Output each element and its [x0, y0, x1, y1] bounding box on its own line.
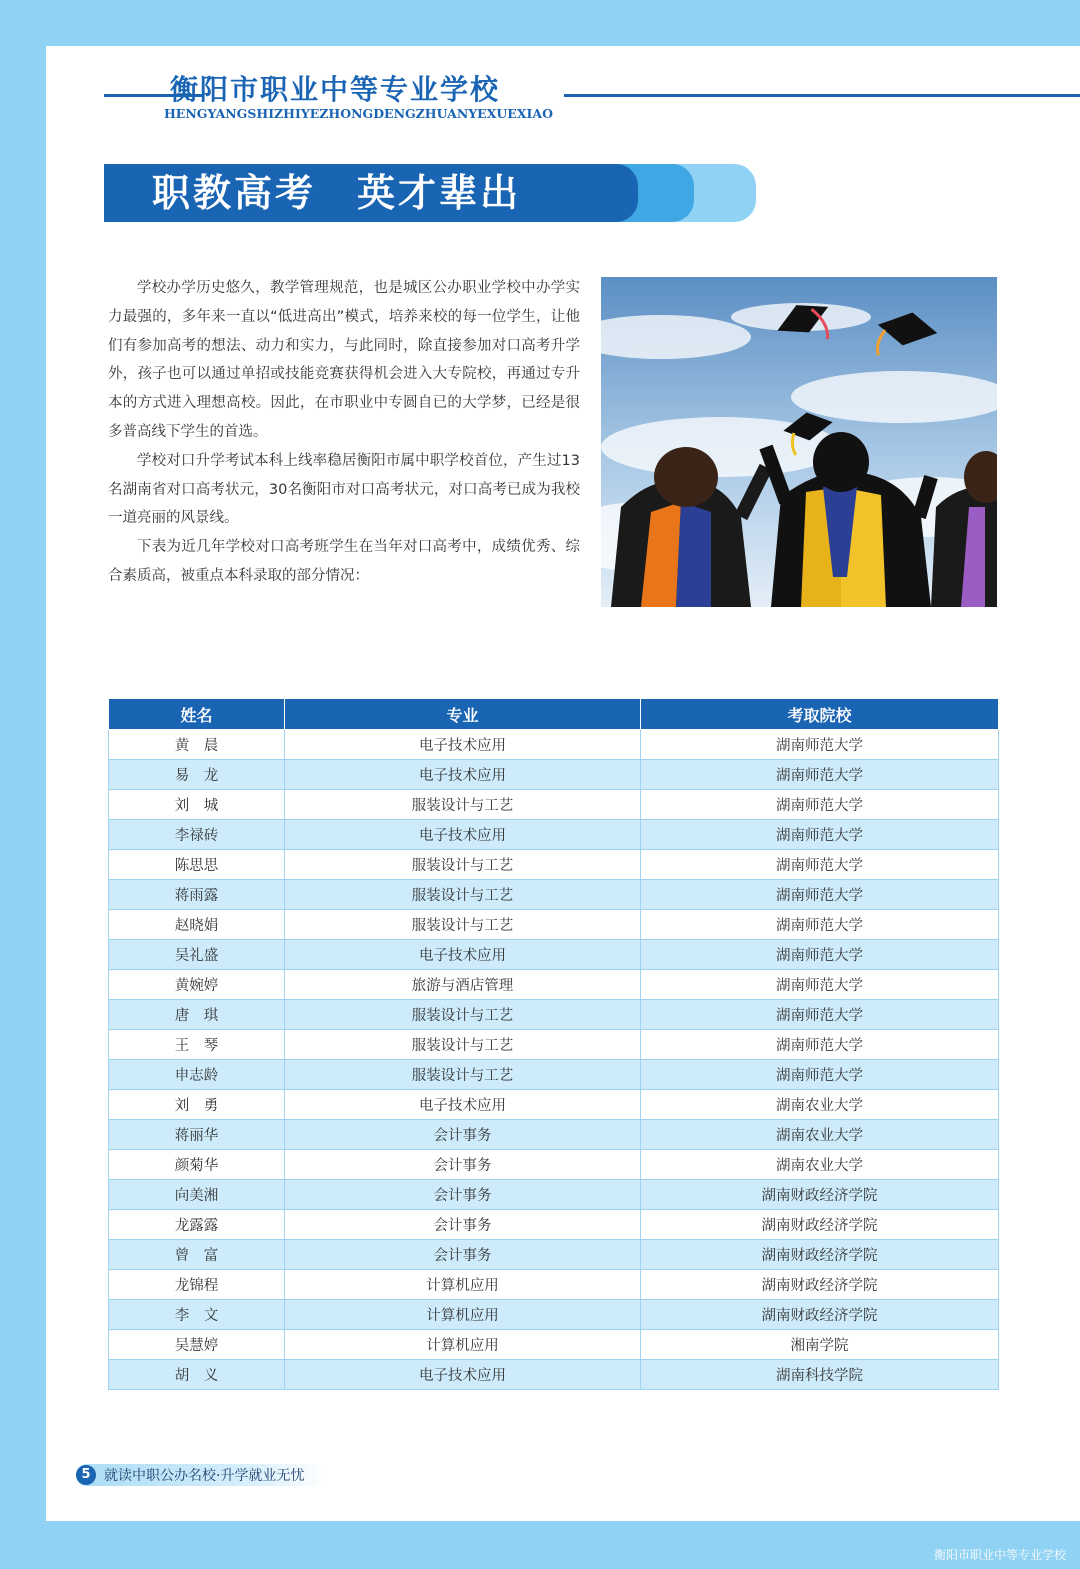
cell-name: 刘 城 [109, 790, 285, 820]
header-rule-right [564, 94, 1080, 97]
cell-university: 湖南师范大学 [641, 910, 999, 940]
cell-university: 湘南学院 [641, 1330, 999, 1360]
cell-major: 旅游与酒店管理 [285, 970, 641, 1000]
cell-major: 计算机应用 [285, 1270, 641, 1300]
cell-name: 胡 义 [109, 1360, 285, 1390]
page-number: 5 [76, 1465, 96, 1485]
cell-university: 湖南师范大学 [641, 1060, 999, 1090]
table-row [109, 1240, 999, 1270]
cell-major: 服装设计与工艺 [285, 910, 641, 940]
table-row [109, 820, 999, 850]
page-sheet [46, 46, 1080, 1521]
table-row [109, 1210, 999, 1240]
cell-major: 计算机应用 [285, 1300, 641, 1330]
cell-major: 会计事务 [285, 1180, 641, 1210]
cell-major: 电子技术应用 [285, 760, 641, 790]
table-row [109, 760, 999, 790]
cell-university: 湖南师范大学 [641, 970, 999, 1000]
table-row [109, 1000, 999, 1030]
admission-table [108, 698, 999, 1390]
cell-university: 湖南财政经济学院 [641, 1240, 999, 1270]
cell-name: 易 龙 [109, 760, 285, 790]
intro-paragraph: 学校对口升学考试本科上线率稳居衡阳市属中职学校首位，产生过13名湖南省对口高考状元，30名衡阳市对口高考状元，对口高考已成为我校一道亮丽的风景线。 [108, 452, 580, 527]
cell-major: 电子技术应用 [285, 730, 641, 760]
table-header-row [109, 699, 999, 730]
footer-school-name: 衡阳市职业中等专业学校 [933, 1548, 1066, 1562]
cell-university: 湖南师范大学 [641, 1030, 999, 1060]
cell-major: 会计事务 [285, 1240, 641, 1270]
intro-text [108, 274, 580, 591]
cell-major: 会计事务 [285, 1210, 641, 1240]
header-major: 专业 [285, 699, 641, 730]
cell-name: 龙锦程 [109, 1270, 285, 1300]
banner-title: 职教高考 英才辈出 [152, 171, 522, 215]
cell-major: 电子技术应用 [285, 940, 641, 970]
cell-major: 服装设计与工艺 [285, 790, 641, 820]
table-row [109, 1150, 999, 1180]
cell-university: 湖南师范大学 [641, 850, 999, 880]
cell-university: 湖南财政经济学院 [641, 1180, 999, 1210]
cell-university: 湖南农业大学 [641, 1090, 999, 1120]
table-row [109, 790, 999, 820]
cell-name: 颜菊华 [109, 1150, 285, 1180]
cell-university: 湖南师范大学 [641, 1000, 999, 1030]
table-row [109, 1300, 999, 1330]
table-row [109, 1060, 999, 1090]
cell-name: 李禄砖 [109, 820, 285, 850]
table-row [109, 880, 999, 910]
table-row [109, 1120, 999, 1150]
table-row [109, 850, 999, 880]
school-name-en: HENGYANGSHIZHIYEZHONGDENGZHUANYEXUEXIAO [164, 106, 553, 121]
intro-paragraph: 学校办学历史悠久，教学管理规范，也是城区公办职业学校中办学实力最强的，多年来一直以“低进高出”模式，培养来校的每一位学生，让他们有参加高考的想法、动力和实力，与此同时，除直接参加对口高考升学外，孩子也可以通过单招或技能竞赛获得机会进入大专院校，再通过专升本的方式进入理想高校。因此，在市职业中专圆自已的大学梦，已经是很多普高线下学生的首选。 [108, 280, 580, 440]
table-row [109, 730, 999, 760]
cell-university: 湖南农业大学 [641, 1120, 999, 1150]
cell-university: 湖南师范大学 [641, 880, 999, 910]
table-row [109, 1270, 999, 1300]
header-name: 姓名 [109, 699, 285, 730]
cell-name: 赵晓娟 [109, 910, 285, 940]
cell-university: 湖南师范大学 [641, 730, 999, 760]
cell-university: 湖南师范大学 [641, 940, 999, 970]
table-row [109, 970, 999, 1000]
cell-name: 黄 晨 [109, 730, 285, 760]
cell-major: 会计事务 [285, 1150, 641, 1180]
header-university: 考取院校 [641, 699, 999, 730]
cell-name: 吴礼盛 [109, 940, 285, 970]
cell-major: 计算机应用 [285, 1330, 641, 1360]
table-row [109, 1360, 999, 1390]
graduation-photo [601, 277, 997, 607]
footer-slogan: 就读中职公办名校·升学就业无忧 [104, 1468, 305, 1484]
intro-paragraph: 下表为近几年学校对口高考班学生在当年对口高考中，成绩优秀、综合素质高，被重点本科录取的部分情况： [108, 539, 580, 584]
table-row [109, 940, 999, 970]
cell-university: 湖南师范大学 [641, 760, 999, 790]
cell-name: 向美湘 [109, 1180, 285, 1210]
cell-name: 曾 富 [109, 1240, 285, 1270]
footer-slogan-bar [76, 1464, 326, 1486]
cell-university: 湖南师范大学 [641, 790, 999, 820]
cell-major: 服装设计与工艺 [285, 1060, 641, 1090]
cell-university: 湖南师范大学 [641, 820, 999, 850]
table-row [109, 910, 999, 940]
cell-major: 电子技术应用 [285, 820, 641, 850]
cell-name: 刘 勇 [109, 1090, 285, 1120]
cell-university: 湖南财政经济学院 [641, 1300, 999, 1330]
cell-name: 黄婉婷 [109, 970, 285, 1000]
school-name-cn: 衡阳市职业中等专业学校 [170, 73, 501, 106]
cell-name: 蒋丽华 [109, 1120, 285, 1150]
cell-name: 李 文 [109, 1300, 285, 1330]
table-row [109, 1180, 999, 1210]
cell-name: 龙露露 [109, 1210, 285, 1240]
table-row [109, 1030, 999, 1060]
cell-major: 服装设计与工艺 [285, 1000, 641, 1030]
cell-name: 申志龄 [109, 1060, 285, 1090]
cell-university: 湖南财政经济学院 [641, 1270, 999, 1300]
cell-major: 服装设计与工艺 [285, 850, 641, 880]
cell-name: 蒋雨露 [109, 880, 285, 910]
cell-name: 吴慧婷 [109, 1330, 285, 1360]
cell-major: 电子技术应用 [285, 1360, 641, 1390]
cell-name: 王 琴 [109, 1030, 285, 1060]
cell-major: 服装设计与工艺 [285, 880, 641, 910]
cell-university: 湖南科技学院 [641, 1360, 999, 1390]
table-body [109, 730, 999, 1390]
cell-name: 陈思思 [109, 850, 285, 880]
cell-major: 服装设计与工艺 [285, 1030, 641, 1060]
cell-university: 湖南农业大学 [641, 1150, 999, 1180]
cell-name: 唐 琪 [109, 1000, 285, 1030]
cell-major: 电子技术应用 [285, 1090, 641, 1120]
table-row [109, 1090, 999, 1120]
table-row [109, 1330, 999, 1360]
cell-major: 会计事务 [285, 1120, 641, 1150]
cell-university: 湖南财政经济学院 [641, 1210, 999, 1240]
